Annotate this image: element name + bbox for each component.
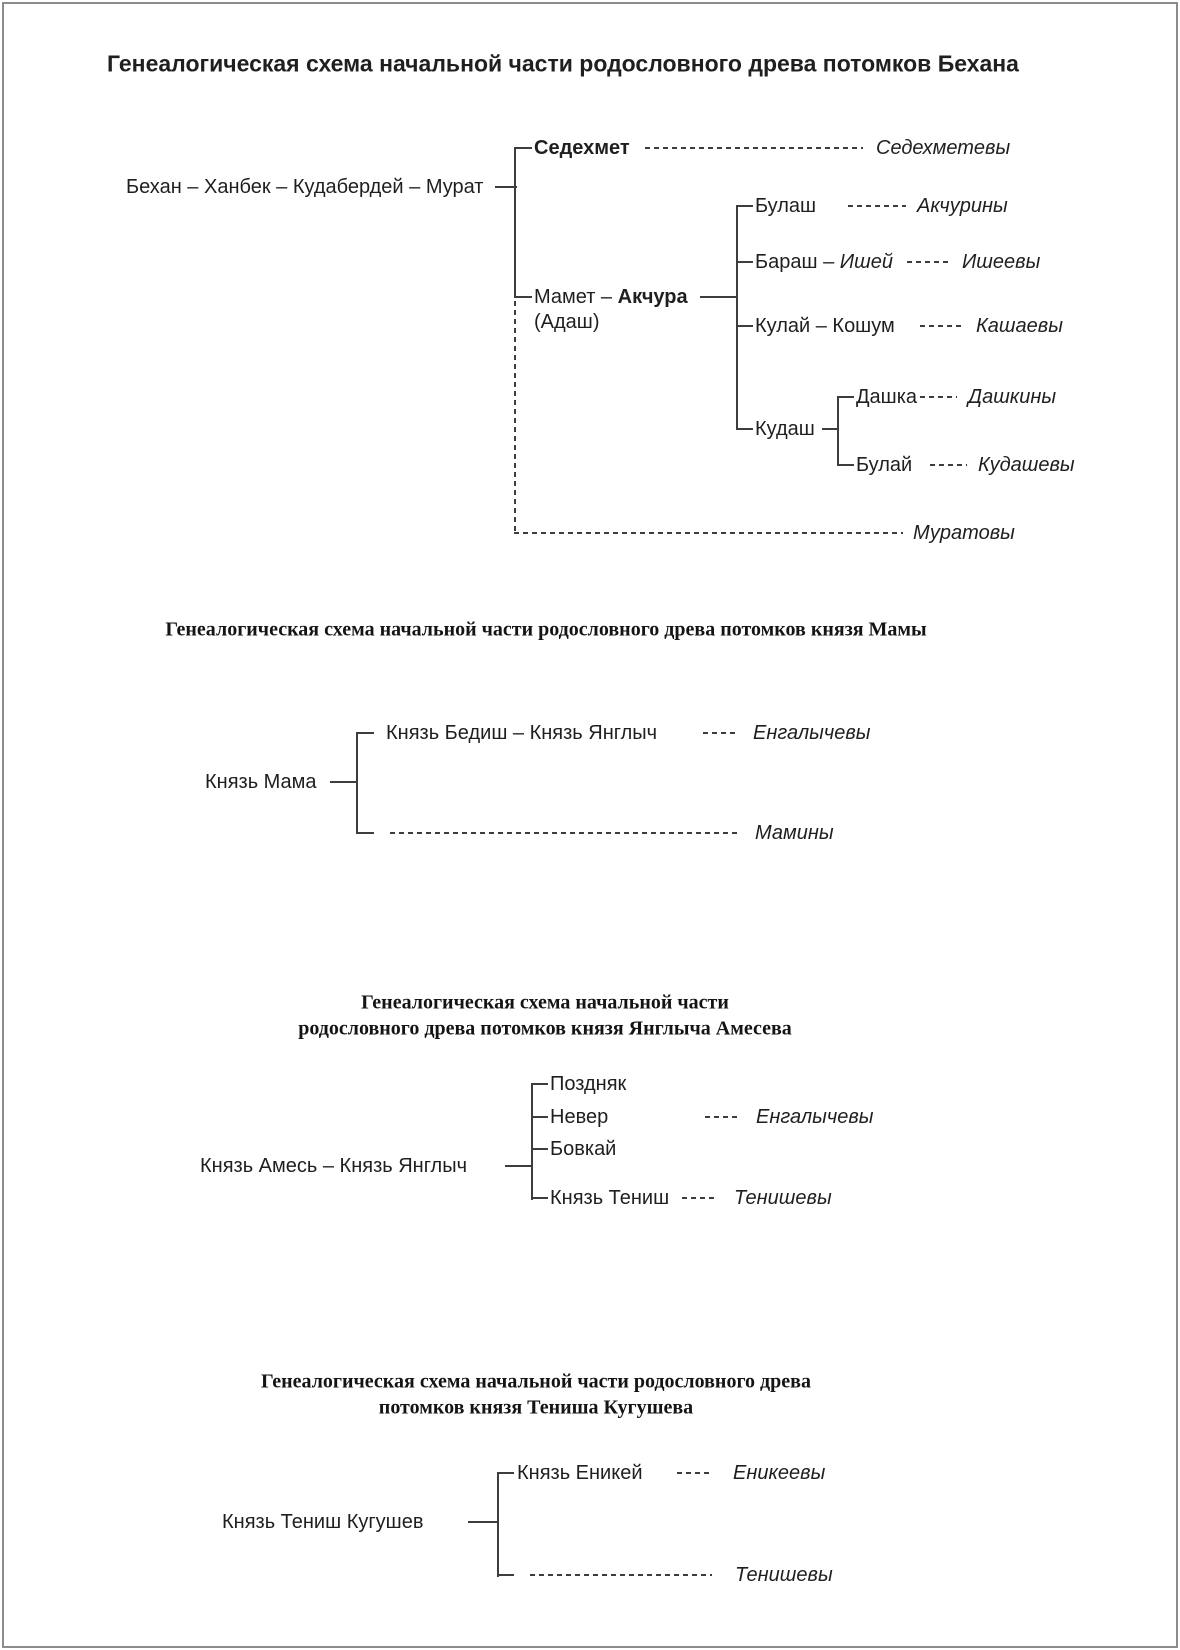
kudashevy-surname-label: Кудашевы bbox=[978, 454, 1075, 476]
enikei-dashed-line bbox=[677, 1472, 712, 1474]
mama-children-bracket-line bbox=[356, 732, 358, 834]
barash-tick-line bbox=[736, 261, 753, 263]
tenish-tick-line bbox=[531, 1197, 548, 1199]
tenishevy-tick-line bbox=[497, 1574, 514, 1576]
bulash-dashed-line bbox=[848, 205, 906, 207]
yanglych-children-bracket-line bbox=[531, 1083, 533, 1200]
bulash-tick-line bbox=[736, 205, 753, 207]
bovkai-label: Бовкай bbox=[550, 1138, 617, 1160]
ishei-name: Ишей bbox=[839, 251, 893, 273]
akchuriny-surname-label: Акчурины bbox=[917, 195, 1008, 217]
barash-name: Бараш – bbox=[755, 251, 835, 273]
maminy-tick-line bbox=[356, 832, 374, 834]
knyaz-mama-label: Князь Мама bbox=[205, 771, 317, 793]
mamet-akchura-label bbox=[534, 285, 688, 309]
kudash-tick-line bbox=[736, 428, 753, 430]
knyaz-enikei-label: Князь Еникей bbox=[517, 1462, 643, 1484]
kudash-children-bracket-line bbox=[837, 396, 839, 466]
dashka-tick-line bbox=[837, 396, 854, 398]
mamet-name: Мамет – bbox=[534, 286, 613, 308]
tenish-kugushev-label: Князь Тениш Кугушев bbox=[222, 1511, 424, 1533]
pozdnyak-tick-line bbox=[531, 1083, 548, 1085]
kulai-dashed-line bbox=[920, 325, 963, 327]
section-amesev-title-line2: родословного древа потомков князя Янглыча Амесева bbox=[298, 1017, 792, 1040]
behan-chain-label: Бехан – Ханбек – Кудабердей – Мурат bbox=[126, 176, 484, 198]
section-amesev-title-line1: Генеалогическая схема начальной части bbox=[361, 991, 729, 1014]
enikei-tick-line bbox=[497, 1472, 514, 1474]
engalychevy-surname-label: Енгалычевы bbox=[753, 722, 871, 744]
sedekhmetevy-surname-label: Седехметевы bbox=[876, 137, 1011, 159]
tenishevy-surname-label-kugushev: Тенишевы bbox=[735, 1564, 833, 1586]
muratovy-dashed-vertical-line bbox=[514, 301, 516, 533]
section-mama-title: Генеалогическая схема начальной части родословного древа потомков князя Мамы bbox=[165, 618, 927, 641]
bulai-label: Булай bbox=[856, 454, 913, 476]
section-kugushev-title-line1: Генеалогическая схема начальной части родословного древа bbox=[261, 1370, 811, 1393]
kudash-label: Кудаш bbox=[755, 418, 815, 440]
yanglych-to-bracket-connector-line bbox=[505, 1165, 533, 1167]
engalychevy-group-dashed-line bbox=[705, 1116, 740, 1118]
kulai-tick-line bbox=[736, 325, 753, 327]
behan-bracket-line bbox=[514, 147, 516, 298]
akchura-to-bracket-connector-line bbox=[700, 296, 738, 298]
tenishevy-dashed-line-amesev bbox=[682, 1197, 717, 1199]
section-kugushev-title-line2: потомков князя Тениша Кугушева bbox=[378, 1396, 694, 1419]
never-label: Невер bbox=[550, 1106, 609, 1128]
bedish-dashed-line bbox=[703, 732, 737, 734]
bulai-dashed-line bbox=[930, 464, 967, 466]
pozdnyak-label: Поздняк bbox=[550, 1073, 627, 1095]
dashkiny-surname-label: Дашкины bbox=[968, 386, 1057, 408]
bulash-label: Булаш bbox=[755, 195, 817, 217]
maminy-dashed-line bbox=[390, 832, 737, 834]
bedish-tick-line bbox=[356, 732, 374, 734]
akchura-name: Акчура bbox=[617, 286, 688, 308]
mamet-tick-line bbox=[514, 296, 532, 298]
knyaz-tenish-label: Князь Тениш bbox=[550, 1187, 670, 1209]
sedekhmet-label: Седехмет bbox=[534, 137, 630, 159]
muratovy-dashed-line bbox=[514, 532, 903, 534]
bovkai-tick-line bbox=[531, 1148, 548, 1150]
kugushev-to-bracket-connector-line bbox=[468, 1521, 499, 1523]
dashka-dashed-line bbox=[920, 396, 957, 398]
maminy-surname-label: Мамины bbox=[755, 822, 834, 844]
section-behan-title: Генеалогическая схема начальной части родословного древа потомков Бехана bbox=[107, 50, 1019, 77]
kashaevy-surname-label: Кашаевы bbox=[976, 315, 1063, 337]
bulai-tick-line bbox=[837, 464, 854, 466]
bedish-yanglych-label: Князь Бедиш – Князь Янглыч bbox=[386, 722, 658, 744]
engalychevy-group-surname-label: Енгалычевы bbox=[756, 1106, 874, 1128]
muratovy-surname-label: Муратовы bbox=[913, 522, 1015, 544]
mama-to-bracket-connector-line bbox=[330, 781, 358, 783]
kugushev-children-bracket-line bbox=[497, 1472, 499, 1577]
kulai-koshum-label: Кулай – Кошум bbox=[755, 315, 895, 337]
enikeevy-surname-label: Еникеевы bbox=[733, 1462, 826, 1484]
ames-yanglych-label: Князь Амесь – Князь Янглыч bbox=[200, 1155, 468, 1177]
barash-dashed-line bbox=[907, 261, 951, 263]
tenishevy-surname-label-amesev: Тенишевы bbox=[734, 1187, 832, 1209]
never-tick-line bbox=[531, 1116, 548, 1118]
adash-alias-label: (Адаш) bbox=[534, 311, 600, 333]
barash-ishei-label bbox=[755, 250, 893, 274]
tenishevy-dashed-line-kugushev bbox=[530, 1574, 712, 1576]
akchura-children-bracket-line bbox=[736, 205, 738, 430]
sedekhmet-tick-line bbox=[514, 147, 532, 149]
dashka-label: Дашка bbox=[856, 386, 918, 408]
isheevy-surname-label: Ишеевы bbox=[962, 251, 1041, 273]
sedekhmet-dashed-line bbox=[645, 147, 863, 149]
